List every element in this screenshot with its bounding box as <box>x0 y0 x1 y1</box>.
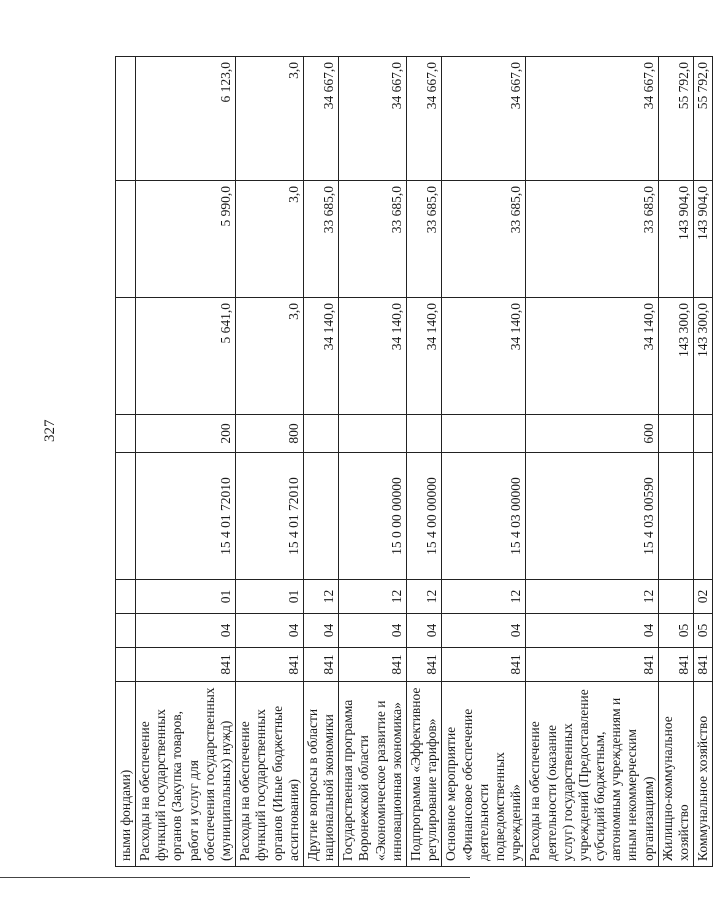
subsection-code-cell: 12 <box>303 580 338 614</box>
amount-year1-cell: 3,0 <box>236 298 304 415</box>
subsection-code-cell <box>116 580 136 614</box>
amount-year2-cell: 33 685,0 <box>442 181 526 298</box>
amount-year2-cell: 33 685,0 <box>339 181 407 298</box>
target-item-code-cell: 15 4 00 00000 <box>407 453 442 580</box>
subsection-code-cell: 02 <box>694 580 713 614</box>
amount-year3-cell: 6 123,0 <box>136 57 236 181</box>
amount-year1-cell: 5 641,0 <box>136 298 236 415</box>
row-name-cell: Подпрограмма «Эффективное регулирование тарифов» <box>407 682 442 867</box>
expense-type-cell <box>407 415 442 453</box>
amount-year2-cell: 143 904,0 <box>658 181 693 298</box>
rotated-table-container <box>115 57 711 867</box>
expense-type-cell <box>303 415 338 453</box>
section-code-cell: 04 <box>236 614 304 648</box>
table-row <box>407 57 442 867</box>
section-code-cell: 04 <box>407 614 442 648</box>
section-code-cell: 04 <box>303 614 338 648</box>
table-row <box>694 57 713 867</box>
page-bottom-rule <box>0 877 470 878</box>
section-code-cell: 05 <box>658 614 693 648</box>
expense-type-cell: 800 <box>236 415 304 453</box>
amount-year3-cell: 34 667,0 <box>442 57 526 181</box>
target-item-code-cell: 15 4 03 00590 <box>526 453 659 580</box>
expense-type-cell <box>116 415 136 453</box>
amount-year1-cell: 34 140,0 <box>526 298 659 415</box>
table-row <box>303 57 338 867</box>
amount-year1-cell: 143 300,0 <box>694 298 713 415</box>
row-name-cell: Жилищно-коммунальное хозяйство <box>658 682 693 867</box>
amount-year3-cell: 55 792,0 <box>694 57 713 181</box>
row-name-cell: Расходы на обеспечение функций государственных органов (Закупка товаров, работ и услуг для обеспечения государственных (муниципальных) нужд) <box>136 682 236 867</box>
amount-year3-cell: 3,0 <box>236 57 304 181</box>
amount-year2-cell: 143 904,0 <box>694 181 713 298</box>
section-code-cell: 05 <box>694 614 713 648</box>
expense-type-cell: 200 <box>136 415 236 453</box>
target-item-code-cell: 15 4 01 72010 <box>136 453 236 580</box>
expense-type-cell <box>339 415 407 453</box>
amount-year3-cell <box>116 57 136 181</box>
section-code-cell <box>116 614 136 648</box>
amount-year1-cell: 34 140,0 <box>339 298 407 415</box>
amount-year3-cell: 34 667,0 <box>526 57 659 181</box>
subsection-code-cell: 01 <box>236 580 304 614</box>
amount-year1-cell <box>116 298 136 415</box>
expense-type-cell: 600 <box>526 415 659 453</box>
ministry-code-cell: 841 <box>694 648 713 682</box>
amount-year2-cell: 33 685,0 <box>303 181 338 298</box>
amount-year3-cell: 55 792,0 <box>658 57 693 181</box>
section-code-cell: 04 <box>136 614 236 648</box>
ministry-code-cell: 841 <box>442 648 526 682</box>
subsection-code-cell: 12 <box>442 580 526 614</box>
ministry-code-cell: 841 <box>407 648 442 682</box>
section-code-cell: 04 <box>442 614 526 648</box>
amount-year3-cell: 34 667,0 <box>339 57 407 181</box>
amount-year3-cell: 34 667,0 <box>407 57 442 181</box>
row-name-cell: Расходы на обеспечение деятельности (оказание услуг) государственных учреждений (Предоставление субсидий бюджетным, автономным учреждениям и иным некоммерческим организациям) <box>526 682 659 867</box>
section-code-cell: 04 <box>339 614 407 648</box>
row-name-cell: Расходы на обеспечение функций государственных органов (Иные бюджетные ассигнования) <box>236 682 304 867</box>
row-name-cell: Коммунальное хозяйство <box>694 682 713 867</box>
ministry-code-cell: 841 <box>339 648 407 682</box>
expense-type-cell <box>694 415 713 453</box>
target-item-code-cell: 15 0 00 00000 <box>339 453 407 580</box>
target-item-code-cell <box>116 453 136 580</box>
ministry-code-cell: 841 <box>658 648 693 682</box>
expense-type-cell <box>442 415 526 453</box>
amount-year3-cell: 34 667,0 <box>303 57 338 181</box>
amount-year1-cell: 34 140,0 <box>407 298 442 415</box>
expense-type-cell <box>658 415 693 453</box>
table-row <box>442 57 526 867</box>
row-name-cell: ными фондами) <box>116 682 136 867</box>
amount-year2-cell <box>116 181 136 298</box>
table-row <box>526 57 659 867</box>
table-row <box>658 57 693 867</box>
amount-year2-cell: 33 685,0 <box>407 181 442 298</box>
ministry-code-cell: 841 <box>136 648 236 682</box>
ministry-code-cell: 841 <box>303 648 338 682</box>
target-item-code-cell: 15 4 01 72010 <box>236 453 304 580</box>
table-row <box>136 57 236 867</box>
target-item-code-cell <box>694 453 713 580</box>
table-row <box>116 57 136 867</box>
table-row <box>236 57 304 867</box>
target-item-code-cell: 15 4 03 00000 <box>442 453 526 580</box>
subsection-code-cell: 12 <box>339 580 407 614</box>
table-row <box>339 57 407 867</box>
page-number: 327 <box>42 419 58 442</box>
subsection-code-cell: 01 <box>136 580 236 614</box>
budget-table <box>115 56 713 867</box>
ministry-code-cell: 841 <box>526 648 659 682</box>
amount-year1-cell: 34 140,0 <box>303 298 338 415</box>
section-code-cell: 04 <box>526 614 659 648</box>
subsection-code-cell: 12 <box>407 580 442 614</box>
amount-year2-cell: 33 685,0 <box>526 181 659 298</box>
ministry-code-cell: 841 <box>236 648 304 682</box>
row-name-cell: Основное мероприятие «Финансовое обеспечение деятельности подведомственных учреждений» <box>442 682 526 867</box>
row-name-cell: Другие вопросы в области национальной экономики <box>303 682 338 867</box>
amount-year2-cell: 3,0 <box>236 181 304 298</box>
table-body <box>116 57 713 867</box>
row-name-cell: Государственная программа Воронежской области «Экономическое развитие и инновационная экономика» <box>339 682 407 867</box>
ministry-code-cell <box>116 648 136 682</box>
subsection-code-cell <box>658 580 693 614</box>
target-item-code-cell <box>303 453 338 580</box>
amount-year2-cell: 5 990,0 <box>136 181 236 298</box>
subsection-code-cell: 12 <box>526 580 659 614</box>
amount-year1-cell: 34 140,0 <box>442 298 526 415</box>
amount-year1-cell: 143 300,0 <box>658 298 693 415</box>
table-viewport <box>115 57 711 867</box>
target-item-code-cell <box>658 453 693 580</box>
